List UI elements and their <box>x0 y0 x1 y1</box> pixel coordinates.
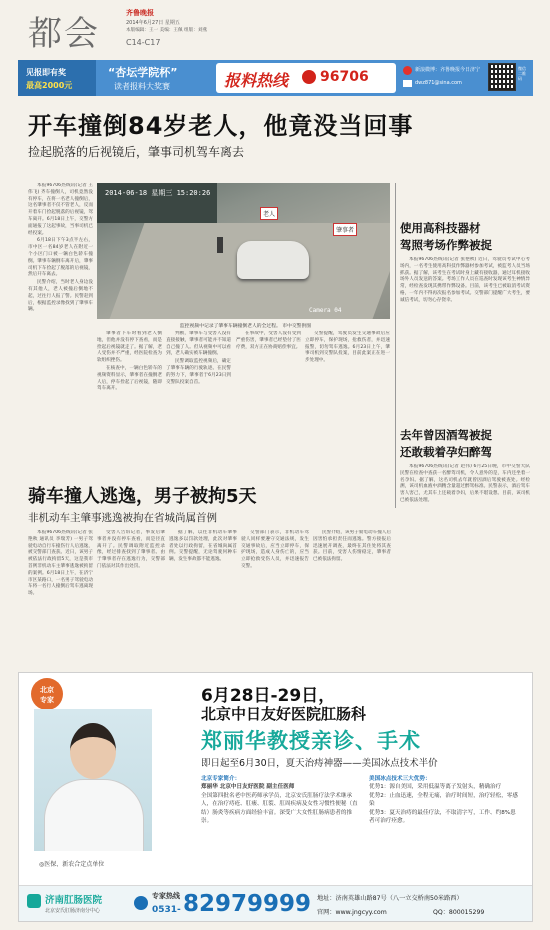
ad-tech-2: 优势2：止血迅速，全程无痛，治疗时间短，治疗轻松，零感染 <box>369 792 518 808</box>
ad-website: 官网：www.jngcyy.com <box>317 909 387 916</box>
weibo-icon <box>403 66 412 75</box>
ad-subtitle: 即日起至6月30日，夏天治痔神器——美国冰点技术半价 <box>201 758 438 769</box>
side2-headline-2: 还敢载着孕妇醉驾 <box>400 445 492 459</box>
ad-tech-1: 优势1：源自美国，采用低温等离子发射头，精确治疗 <box>369 784 502 791</box>
hospital-ad <box>18 672 533 922</box>
story2-col2: 受害人告诉记者，事发后肇事者并没有停车查看，而是径直离开了。民警调取附近监控录像，经过排查找到了肇事者。由于肇事者存在逃逸行为，交警部门依法对其作出处罚。 <box>97 530 165 569</box>
cctv-photo <box>97 183 390 319</box>
photo-camera-label: Camera 04 <box>309 307 342 314</box>
ad-qq: QQ：800015299 <box>433 909 485 916</box>
story2-col4: 交警部门表示，非机动车驾驶人同样要遵守交通法规，发生交通事故后，应当立即停车，保护现场，造成人身伤亡的，应当立即抢救受伤人员，并迅速报告交警。 <box>241 530 309 569</box>
lead-column-3 <box>166 331 231 441</box>
weibo-text: 新浪微博：齐鲁晚报今日济宁 <box>415 67 481 73</box>
lead-column-4 <box>236 331 301 441</box>
ad-intro-body: 全国第四批名老中医药师承学员，北京安氏肛肠疗法学术继承人，在治疗痔疮、肛瘘、肛裂、肛周疾病及女性习惯性便秘（直结）肠炎等疾病方面经验丰富。深受广大女性肛肠病患者的推崇。 <box>201 792 358 825</box>
lead-headline: 开车撞倒84岁老人，他竟没当回事 <box>28 112 414 140</box>
ad-badge <box>31 678 63 710</box>
ad-tech <box>369 775 519 885</box>
photo-timestamp: 2014-06-18 星期三 15:20:26 <box>105 189 211 197</box>
banner-prize-line2: 最高2000元 <box>26 81 73 90</box>
lead-column-5 <box>305 331 390 441</box>
lead-column-2 <box>97 331 162 441</box>
side1-headline-1: 使用高科技器材 <box>400 221 481 235</box>
story2-col5: 民警介绍，该男子骑电动车撞人后因害怕承担责任而逃逸。警方接报后迅速展开调查，最终在其住处将其查获。目前，受害人伤情稳定，肇事者已被依法拘留。 <box>313 530 391 563</box>
side2-headline-1: 去年曾因酒驾被捉 <box>400 428 492 442</box>
column-divider <box>395 183 396 508</box>
paper-logo: 齐鲁晚报 <box>126 9 154 17</box>
section-title: 都会 <box>28 14 100 54</box>
lead-col4-para: 在事故中，受害人没有受到严重伤害，肇事者已经垫付了医疗费，双方正在协商赔偿事宜。 <box>236 331 301 350</box>
ad-date: 6月28日-29日， <box>201 686 336 706</box>
ad-photo-caption: ◎医保、新农合定点单位 <box>39 861 105 868</box>
story2-column-3 <box>169 530 237 660</box>
ad-phone-number: 82979999 <box>183 891 312 917</box>
lead-col1-para: 民警介绍，当时老人身边没有其他人，老人被撞后倒地不起，过往行人报了警。民警赶到后，根据监控录像找到了肇事车辆。 <box>28 280 93 313</box>
issue-date: 2014年6月27日 星期五 <box>126 20 180 26</box>
story2-column-2 <box>97 530 165 660</box>
masthead <box>0 0 550 58</box>
photo-person <box>217 237 223 253</box>
side1-body <box>400 257 530 415</box>
ad-logo-name: 济南肛肠医院 <box>45 895 103 906</box>
lead-col1-para: 本报96706热线讯(记者 王伟飞) 齐车撞倒人，司机竟然没有停车，在将一名老人撞倒后，这名肇事者不仅不管老人，反而开着车门捡起脱落的后视镜，驾车离开。6月18日上午，交警方面通报了这起事故，当事司机已经投案。 <box>28 183 93 236</box>
hotline-label: 报料热线 <box>224 71 289 90</box>
story2-subhead: 非机动车主肇事逃逸被拘在省城尚属首例 <box>28 512 217 524</box>
hotline-banner <box>18 60 533 96</box>
hotline-number: 96706 <box>320 69 369 85</box>
hospital-logo-icon <box>27 894 41 908</box>
story2-column-1 <box>28 530 93 660</box>
email-icon <box>403 80 412 87</box>
ad-address: 地址：济南英雄山路87号（八一立交桥南50米路西） <box>317 895 463 902</box>
story2-col1: 本报96706热线讯(记者 张艳秋 通讯员 李瑞芳) 一男子驾驶电动自行车撞伤行人后逃逸，被交警部门查获。近日，该男子被依法行政拘留5天，这是我市首例非机动车主肇事逃逸被拘留的案例。6月18日上午，在济宁市区某路口，一名男子驾驶电动车将一名行人撞倒后驾车逃离现场。 <box>28 530 93 597</box>
photo-car <box>237 241 309 279</box>
hotline-box <box>216 63 396 93</box>
email-text: dwz871@sina.com <box>415 80 462 86</box>
doctor-photo <box>34 709 152 851</box>
lead-column-1 <box>28 183 93 441</box>
story2-headline: 骑车撞人逃逸，男子被拘5天 <box>28 486 257 507</box>
story2-col3: 据了解，以往非机动车肇事逃逸多以罚款处理，此次对肇事者处以行政拘留，在省城尚属首例。交警提醒，无论驾驶何种车辆，发生事故都不能逃逸。 <box>169 530 237 563</box>
story2-column-5 <box>313 530 391 660</box>
lead-col3-para: 判断，肇事车与受害人没有直接接触，肇事者可能并不知道自己撞了人。但从视频中可以看到，老人确实被车辆撞倒。 <box>166 331 231 357</box>
ad-tech-3: 优势3：夏天治痔的最佳疗法，不取清字写，工作、约8%患者可治疗痊愈。 <box>369 809 516 825</box>
lead-col1-para: 6月18日下午3点半左右，市中区一名84岁老人在附近一个小区门口被一辆白色轿车撞倒。肇事车辆倒车离开后，肇事司机下车捡起了脱落的后视镜，然后开车离去。 <box>28 238 93 278</box>
qr-code <box>488 63 516 91</box>
ad-tech-heading: 美国冰点技术三大优势： <box>369 776 431 782</box>
banner-prize-line1: 见报即有奖 <box>26 68 66 77</box>
ad-logo-sub: 北京安氏肛肠济南分中心 <box>45 908 101 914</box>
ad-intro-heading: 北京专家简介： <box>201 776 241 782</box>
contest-subtitle: 读者报料大奖赛 <box>114 82 170 91</box>
side2-body <box>400 464 530 654</box>
lead-col5-para: 交警提醒，驾驶员发生交通事故后应立即停车，保护现场，抢救伤者，并迅速报警，切勿驾车逃逸。6月23日上午，肇事司机到交警队投案，目前此案正在进一步处理中。 <box>305 331 390 364</box>
contest-title: “杏坛学院杯” <box>108 66 178 79</box>
side1-headline-2: 驾照考场作弊被捉 <box>400 238 492 252</box>
lead-col2-para: 肇事者下车时看到老人倒地，但他并没有停下查看，而是捡起后视镜就走了。据了解，老人受伤并不严重，经医院检查为软组织挫伤。 <box>97 331 162 364</box>
ad-footer <box>19 885 533 922</box>
lead-col2-para: 在核查中，一辆白色轿车的视频资料显示，肇事者在撞倒老人后，停车捡起了后视镜，随即驾车离开。 <box>97 365 162 392</box>
side2-para: 本报96706热线讯(记者 赵伟) 6月25日晚，市中交警大队民警在检查中查获一名醉驾司机，令人意外的是，车内还坐着一名孕妇。据了解，这名司机去年就曾因酒后驾驶被查处。经检测，该司机血液中酒精含量超过醉驾标准。民警表示，酒后驾车害人害己，尤其车上还载着孕妇，后果不堪设想。目前，该司机已被依法处理。 <box>400 464 530 503</box>
phone-icon <box>302 70 316 84</box>
lead-col3-para: 民警调取监控视频后，确定了肇事车辆的行驶轨迹。在民警的努力下，肇事者于6月23日到交警队投案自首。 <box>166 359 231 385</box>
ad-hospital: 北京中日友好医院肛肠科 <box>201 705 367 723</box>
editors: 本版编辑：王一 美编：王佩 组版：刘燕 <box>126 28 208 33</box>
ad-badge-line1: 北京 <box>40 686 54 694</box>
side1-para: 本报96706热线讯(记者 张艳秋) 近日，驾驶员考试中心考场内，一名考生使用高科技作弊器材参加考试，被监考人员当场抓获。据了解，该考生在考试时身上藏有接收器，通过耳机接收场外人员发送的答案。考场工作人员在巡查时发现该考生神情异常，经检查发现其携带作弊设备。目前，该考生已被取消考试资格，一年内不得再次报名参加考试。交警部门提醒广大考生，要诚信考试，切勿心存侥幸。 <box>400 257 530 303</box>
photo-caption: 监控视频中记录了肇事车辆撞倒老人的全过程。 市中交警供图 <box>180 324 312 329</box>
lead-subhead: 捡起脱落的后视镜后，肇事司机驾车离去 <box>28 145 245 159</box>
page-range: C14-C17 <box>126 38 161 47</box>
ad-intro-name: 郑丽华 北京中日友好医院 副主任医师 <box>201 784 295 791</box>
photo-label-car: 肇事者 <box>333 223 357 236</box>
ad-badge-line2: 专家 <box>40 696 54 704</box>
doctor-coat <box>44 779 144 851</box>
photo-label-old: 老人 <box>260 207 278 220</box>
story2-column-4 <box>241 530 309 660</box>
ad-phone-area: 0531- <box>152 905 181 915</box>
ad-hotline-label: 专家热线 <box>152 892 180 900</box>
qr-caption: 微信二维码 <box>518 66 526 81</box>
phone-icon <box>134 896 148 910</box>
doctor-head <box>70 723 116 779</box>
ad-professor: 郑丽华教授亲诊、手术 <box>201 729 421 753</box>
banner-left <box>18 60 96 96</box>
ad-intro <box>201 775 361 885</box>
